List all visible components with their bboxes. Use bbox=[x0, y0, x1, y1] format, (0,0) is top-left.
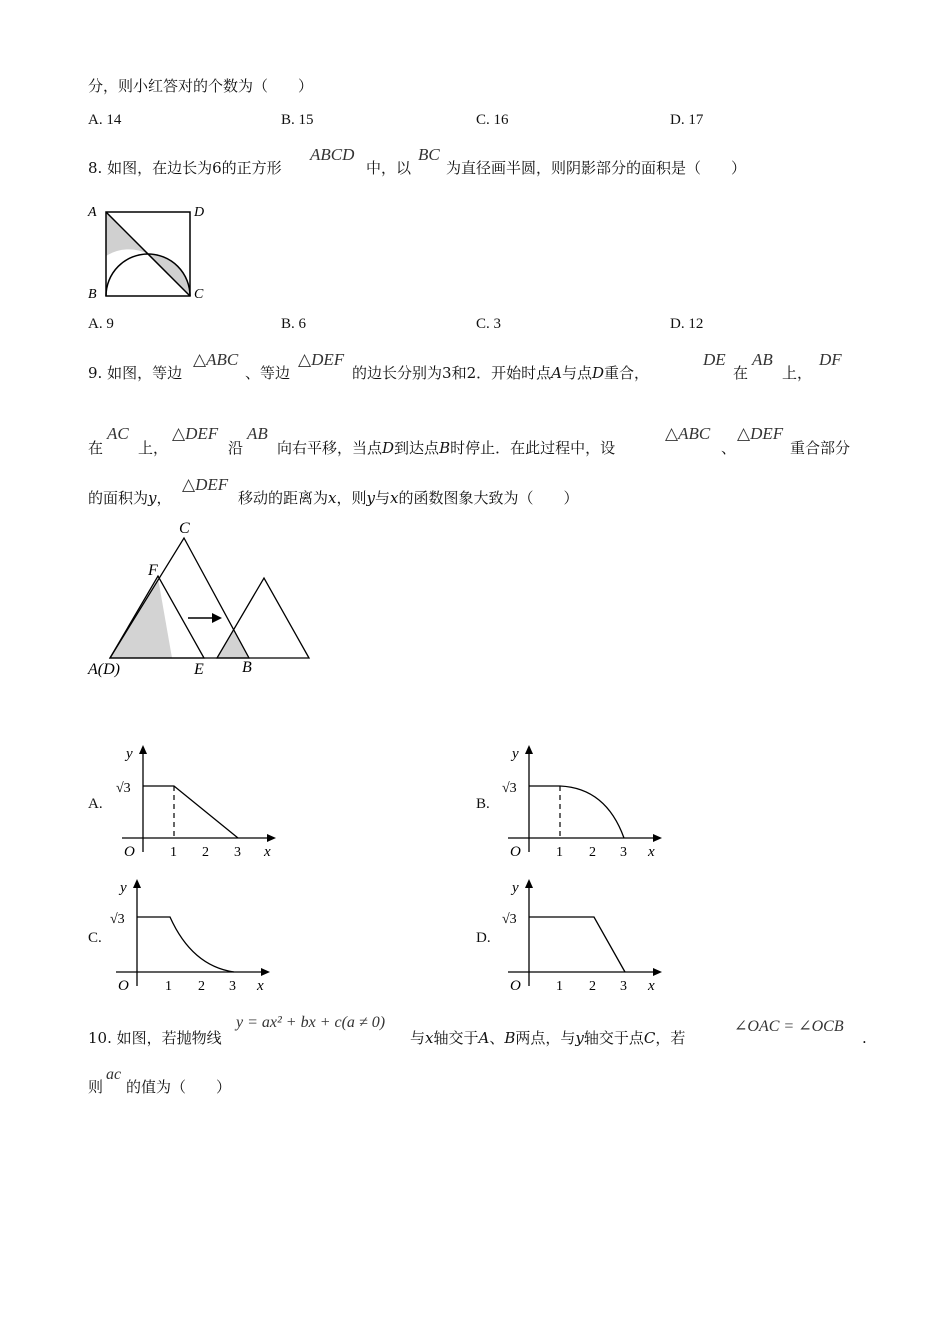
q9-m-de: DE bbox=[703, 350, 726, 369]
q10-t4: 、 bbox=[489, 1029, 505, 1047]
q9-graph-b[interactable] bbox=[496, 740, 671, 862]
q9-label-ad: A(D) bbox=[88, 661, 120, 678]
q9-option-a-label[interactable]: A. bbox=[88, 796, 103, 812]
q9-graph-d-curve bbox=[529, 917, 625, 972]
q9-graph-b-origin: O bbox=[510, 844, 521, 860]
q9-l2-c: 沿 bbox=[228, 439, 244, 457]
q8-diagonal bbox=[106, 212, 190, 296]
q9-pD2: D bbox=[382, 439, 395, 457]
q9-l1-b: 、等边 bbox=[245, 364, 291, 382]
q9-l1-i: 上， bbox=[782, 364, 813, 382]
q10-t3: 轴交于 bbox=[433, 1029, 479, 1047]
q9-m-def3: △DEF bbox=[737, 424, 784, 443]
q9-m-abc: △ABC bbox=[193, 350, 239, 369]
q10-pB: B bbox=[504, 1029, 516, 1047]
q9-line3-b bbox=[238, 488, 578, 508]
q10-m-ac: ac bbox=[106, 1066, 122, 1083]
q10-vx: x bbox=[425, 1029, 434, 1047]
q9-l1-d: 和 bbox=[451, 364, 467, 382]
q8-label-a: A bbox=[88, 205, 97, 220]
q9-vy: y bbox=[148, 489, 157, 507]
q9-graph-a-sqrt3: √3 bbox=[116, 781, 131, 796]
q9-graph-c-origin: O bbox=[118, 978, 129, 994]
q8-text1: 如图，在边长为 bbox=[107, 159, 213, 177]
q7-option-a[interactable]: A. 14 bbox=[88, 112, 122, 128]
q9-n3: 3 bbox=[442, 364, 452, 382]
q8-math-square: ABCD bbox=[310, 145, 355, 164]
q9-graph-a-xlabel: x bbox=[264, 844, 271, 860]
q9-l1-h: 在 bbox=[733, 364, 749, 382]
q9-graph-d-tick2: 2 bbox=[589, 979, 596, 994]
q10-l2-b: 的值为（ ） bbox=[126, 1078, 232, 1096]
q9-m-ab: AB bbox=[752, 350, 773, 369]
q8-side: 6 bbox=[212, 159, 222, 177]
q9-graph-b-sqrt3: √3 bbox=[502, 781, 517, 796]
q7-option-b[interactable]: B. 15 bbox=[281, 112, 314, 128]
q9-label-c: C bbox=[179, 520, 190, 537]
q8-option-b[interactable]: B. 6 bbox=[281, 316, 307, 332]
q9-l2-f: 时停止．在此过程中，设 bbox=[450, 439, 616, 457]
q8-label-c: C bbox=[194, 287, 204, 302]
q9-m-def2: △DEF bbox=[172, 424, 219, 443]
q10-m-parabola: y = ax² + bx + c(a ≠ 0) bbox=[236, 1014, 386, 1031]
q9-graph-d-xlabel: x bbox=[648, 978, 655, 994]
q10-m-angles: ∠OAC = ∠OCB bbox=[734, 1018, 844, 1035]
q9-pA: A bbox=[551, 364, 562, 382]
q9-shade-def bbox=[110, 578, 172, 658]
q9-option-d-label[interactable]: D. bbox=[476, 930, 491, 946]
q8-text4: 为直径画半圆，则阴影部分的面积是（ ） bbox=[446, 159, 747, 177]
q9-graph-c-ylabel: y bbox=[120, 880, 127, 896]
q8-math-diameter: BC bbox=[418, 145, 440, 164]
q9-graph-d[interactable] bbox=[496, 874, 671, 996]
q9-line3-a bbox=[88, 488, 172, 508]
q9-graph-a-curve bbox=[143, 786, 238, 838]
q9-graph-b-tick2: 2 bbox=[589, 845, 596, 860]
q9-l1-a: 如图，等边 bbox=[107, 364, 183, 382]
q9-pD: D bbox=[592, 364, 605, 382]
q10-l2-a: 则 bbox=[88, 1078, 104, 1096]
q9-label-b: B bbox=[242, 659, 252, 676]
q9-l3-e: 与 bbox=[374, 489, 390, 507]
q9-m-abc2: △ABC bbox=[665, 424, 711, 443]
q9-graph-c-tick3: 3 bbox=[229, 979, 236, 994]
q9-graph-d-origin: O bbox=[510, 978, 521, 994]
q9-l1-c: 的边长分别为 bbox=[352, 364, 443, 382]
q9-graph-c-tick2: 2 bbox=[198, 979, 205, 994]
q9-graph-c-xlabel: x bbox=[257, 978, 264, 994]
q9-m-ab2: AB bbox=[247, 424, 268, 443]
q9-vx2: x bbox=[390, 489, 399, 507]
q9-graph-d-ylabel: y bbox=[512, 880, 519, 896]
q9-l1-f: 与点 bbox=[561, 364, 592, 382]
q9-option-b-label[interactable]: B. bbox=[476, 796, 490, 812]
q9-l2-h: 重合部分 bbox=[790, 439, 851, 457]
q10-vy: y bbox=[575, 1029, 584, 1047]
q10-number: 10. bbox=[88, 1029, 112, 1047]
q9-l2-e: 到达点 bbox=[394, 439, 440, 457]
q9-graph-d-tick1: 1 bbox=[556, 979, 563, 994]
q8-option-a[interactable]: A. 9 bbox=[88, 316, 114, 332]
q9-l1-g: 重合， bbox=[604, 364, 650, 382]
q8-text3: 中，以 bbox=[366, 159, 412, 177]
q10-t7: ，若 bbox=[655, 1029, 686, 1047]
q9-m-df: DF bbox=[819, 350, 842, 369]
q9-arrow-icon bbox=[212, 613, 222, 623]
q9-pB: B bbox=[439, 439, 451, 457]
q10-t8: . bbox=[862, 1029, 867, 1047]
q9-line1-a bbox=[88, 363, 182, 383]
q9-l2-g: 、 bbox=[721, 439, 737, 457]
q10-stem-b bbox=[410, 1028, 685, 1048]
q8-option-d[interactable]: D. 12 bbox=[670, 316, 704, 332]
q9-graph-c-curve bbox=[137, 917, 234, 972]
q9-graph-b-ylabel: y bbox=[512, 746, 519, 762]
q9-figure bbox=[84, 512, 324, 684]
q10-pA: A bbox=[478, 1029, 490, 1047]
q7-option-d[interactable]: D. 17 bbox=[670, 112, 704, 128]
q9-l3-b: ， bbox=[156, 489, 172, 507]
q9-graph-c-tick1: 1 bbox=[165, 979, 172, 994]
q9-l2-d: 向右平移，当点 bbox=[277, 439, 383, 457]
q10-t5: 两点，与 bbox=[515, 1029, 576, 1047]
q9-l3-c: 移动的距离为 bbox=[238, 489, 329, 507]
q9-l3-a: 的面积为 bbox=[88, 489, 149, 507]
q9-line1-mid bbox=[352, 363, 649, 383]
q9-graph-a-tick3: 3 bbox=[234, 845, 241, 860]
q9-label-e: E bbox=[194, 661, 204, 678]
q7-option-c[interactable]: C. 16 bbox=[476, 112, 509, 128]
q9-m-ac: AC bbox=[107, 424, 129, 443]
q8-option-c[interactable]: C. 3 bbox=[476, 316, 502, 332]
q8-figure bbox=[84, 198, 214, 306]
q9-vy2: y bbox=[366, 489, 375, 507]
q9-graph-c[interactable] bbox=[104, 874, 279, 996]
q9-label-f: F bbox=[148, 562, 158, 579]
q9-vx: x bbox=[328, 489, 337, 507]
q10-pC: C bbox=[643, 1029, 656, 1047]
q9-graph-a-tick1: 1 bbox=[170, 845, 177, 860]
q9-graph-a-tick2: 2 bbox=[202, 845, 209, 860]
q9-graph-a-origin: O bbox=[124, 844, 135, 860]
q9-l2-a: 在 bbox=[88, 439, 104, 457]
q9-l1-e: ．开始时点 bbox=[476, 364, 552, 382]
q9-graph-b-tick3: 3 bbox=[620, 845, 627, 860]
q8-label-b: B bbox=[88, 287, 97, 302]
q9-graph-d-tick3: 3 bbox=[620, 979, 627, 994]
q9-graph-a-ylabel: y bbox=[126, 746, 133, 762]
q9-l2-b: 上， bbox=[138, 439, 169, 457]
q9-n2: 2 bbox=[466, 364, 477, 382]
q8-stem bbox=[88, 158, 282, 178]
q9-graph-d-sqrt3: √3 bbox=[502, 912, 517, 927]
q7-tail-text: 分，则小红答对的个数为（ ） bbox=[88, 77, 314, 95]
q9-graph-c-sqrt3: √3 bbox=[110, 912, 125, 927]
q8-text2: 的正方形 bbox=[221, 159, 282, 177]
q9-graph-b-curve bbox=[529, 786, 624, 838]
q10-t2: 与 bbox=[410, 1029, 426, 1047]
q9-number: 9. bbox=[88, 364, 103, 382]
q9-m-def: △DEF bbox=[298, 350, 345, 369]
q9-shade-overlap bbox=[217, 630, 249, 658]
q9-graph-b-xlabel: x bbox=[648, 844, 655, 860]
q9-graph-b-tick1: 1 bbox=[556, 845, 563, 860]
q9-l3-d: ，则 bbox=[336, 489, 367, 507]
q8-number: 8. bbox=[88, 159, 103, 177]
q10-t1: 如图，若抛物线 bbox=[116, 1029, 222, 1047]
q9-graph-a[interactable] bbox=[110, 740, 285, 862]
q10-stem-a bbox=[88, 1028, 222, 1048]
q9-option-c-label[interactable]: C. bbox=[88, 930, 102, 946]
q9-l3-f: 的函数图象大致为（ ） bbox=[398, 489, 579, 507]
q8-label-d: D bbox=[194, 205, 205, 220]
q10-t6: 轴交于点 bbox=[583, 1029, 644, 1047]
q9-line2-mid bbox=[277, 438, 615, 458]
q9-m-def4: △DEF bbox=[182, 475, 229, 494]
